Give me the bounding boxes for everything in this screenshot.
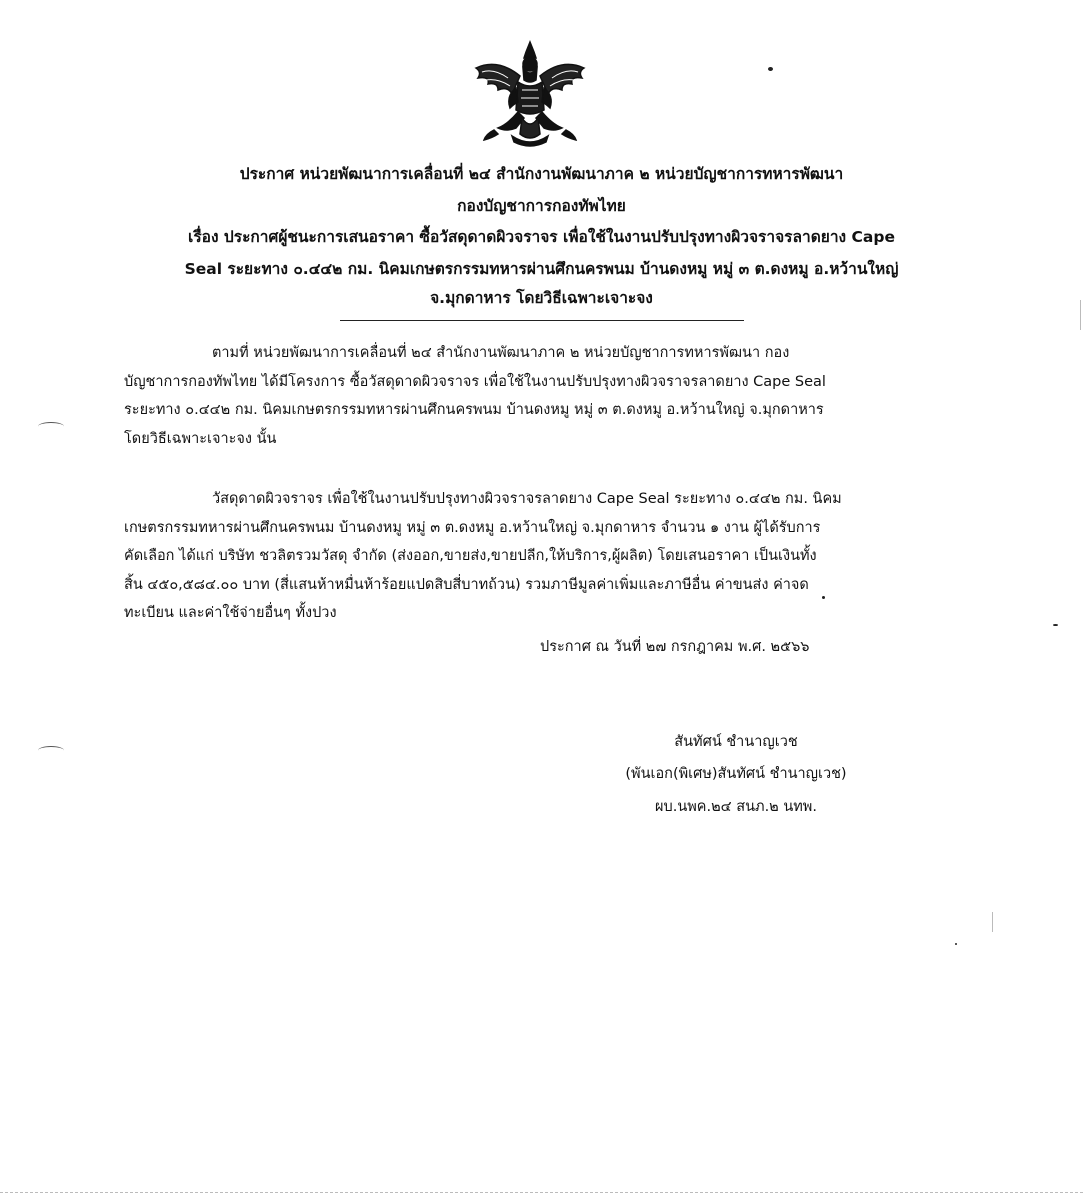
subject-line-3: จ.มุกดาหาร โดยวิธีเฉพาะเจาะจง: [430, 289, 653, 307]
paragraph-line: ระยะทาง ๐.๔๔๒ กม. นิคมเกษตรกรรมทหารผ่านศึกนครพนม บ้านดงหมู หมู่ ๓ ต.ดงหมู อ.หว้านใหญ่ จ.มุกดาหาร: [124, 402, 824, 419]
signature-position: ผบ.นพค.๒๔ สนภ.๒ นทพ.: [655, 799, 817, 815]
announcement-date: ประกาศ ณ วันที่ ๒๗ กรกฎาคม พ.ศ. ๒๕๖๖: [540, 639, 810, 655]
paragraph-line: คัดเลือก ได้แก่ บริษัท ชวลิตรวมวัสดุ จำกัด (ส่งออก,ขายส่ง,ขายปลีก,ให้บริการ,ผู้ผลิต) โดยเสนอราคา เป็นเงินทั้ง: [124, 548, 817, 565]
margin-mark: [38, 746, 64, 755]
paragraph-intro: [124, 339, 954, 453]
paragraph-line: ทะเบียน และค่าใช้จ่ายอื่นๆ ทั้งปวง: [124, 605, 337, 622]
signature-name: สันทัศน์ ชำนาญเวช: [674, 734, 798, 750]
scan-speck: [822, 596, 825, 599]
paragraph-line: เกษตรกรรมทหารผ่านศึกนครพนม บ้านดงหมู หมู่ ๓ ต.ดงหมู อ.หว้านใหญ่ จ.มุกดาหาร จำนวน ๑ งาน ผู้ได้รับการ: [124, 519, 821, 536]
paragraph-line: บัญชาการกองทัพไทย ได้มีโครงการ ซื้อวัสดุดาดผิวจราจร เพื่อใช้ในงานปรับปรุงทางผิวจราจรลาดยาง Cape Seal: [124, 373, 826, 390]
paragraph-award: [124, 485, 954, 628]
announcement-title-line-1: ประกาศ หน่วยพัฒนาการเคลื่อนที่ ๒๔ สำนักงานพัฒนาภาค ๒ หน่วยบัญชาการทหารพัฒนา: [239, 165, 844, 183]
subject-line-2: Seal ระยะทาง ๐.๔๔๒ กม. นิคมเกษตรกรรมทหารผ่านศึกนครพนม บ้านดงหมู หมู่ ๓ ต.ดงหมู อ.หว้านใหญ่: [184, 260, 899, 278]
announcement-title-line-2: กองบัญชาการกองทัพไทย: [457, 197, 626, 215]
scan-speck: [768, 67, 773, 71]
edge-line: [1080, 300, 1081, 330]
heading-divider: [340, 320, 744, 321]
subject-line-1: เรื่อง ประกาศผู้ชนะการเสนอราคา ซื้อวัสดุดาดผิวจราจร เพื่อใช้ในงานปรับปรุงทางผิวจราจรลาดยาง Cape: [188, 228, 895, 246]
edge-line: [992, 912, 993, 932]
signature-full-name: (พันเอก(พิเศษ)สันทัศน์ ชำนาญเวช): [625, 766, 847, 782]
margin-mark: [38, 422, 64, 431]
paragraph-line: สิ้น ๔๕๐,๕๘๔.๐๐ บาท (สี่แสนห้าหมื่นห้าร้อยแปดสิบสี่บาทถ้วน) รวมภาษีมูลค่าเพิ่มและภาษีอื่น ค่าขนส่ง ค่าจด: [124, 576, 809, 593]
scan-speck: [955, 943, 957, 945]
garuda-emblem-icon: [468, 38, 592, 150]
scan-bottom-edge: [0, 1192, 1083, 1193]
paragraph-line: ตามที่ หน่วยพัฒนาการเคลื่อนที่ ๒๔ สำนักงานพัฒนาภาค ๒ หน่วยบัญชาการทหารพัฒนา กอง: [212, 345, 790, 361]
scan-speck: [1053, 624, 1058, 626]
paragraph-line: โดยวิธีเฉพาะเจาะจง นั้น: [124, 430, 277, 447]
paragraph-line: วัสดุดาดผิวจราจร เพื่อใช้ในงานปรับปรุงทางผิวจราจรลาดยาง Cape Seal ระยะทาง ๐.๔๔๒ กม. นิคม: [212, 491, 842, 507]
